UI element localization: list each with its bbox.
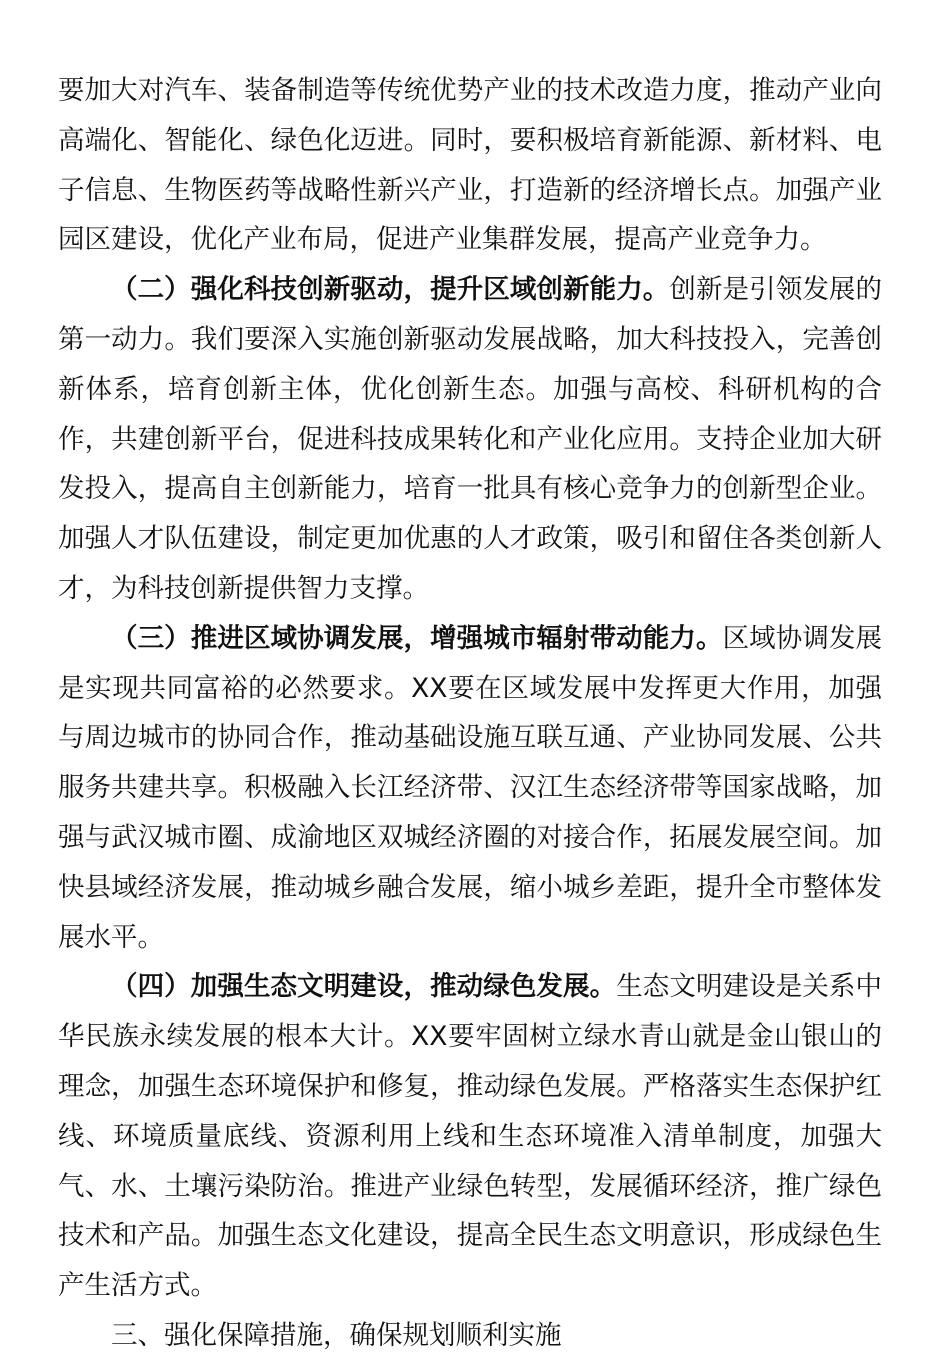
paragraph-continuation: [58, 66, 882, 265]
paragraph-innovation: [58, 265, 882, 614]
paragraph-body: 生态文明建设是关系中华民族永续发展的根本大计。XX要牢固树立绿水青山就是金山银山的理念，加强生态环境保护和修复，推动绿色发展。严格落实生态保护红线、环境质量底线、资源利用上线和生态环境准入清单制度，加强大气、水、土壤污染防治。推进产业绿色转型，发展循环经济，推广绿色技术和产品。加强生态文化建设，提高全民生态文明意识，形成绿色生产生活方式。: [58, 971, 883, 1302]
paragraph-ecology: [58, 962, 882, 1311]
paragraph-body: 要加大对汽车、装备制造等传统优势产业的技术改造力度，推动产业向高端化、智能化、绿色化迈进。同时，要积极培育新能源、新材料、电子信息、生物医药等战略性新兴产业，打造新的经济增长点。加强产业园区建设，优化产业布局，促进产业集群发展，提高产业竞争力。: [58, 75, 882, 256]
paragraph-lead-heading: （二）强化科技创新驱动，提升区域创新能力。: [111, 274, 670, 306]
paragraph-body: 创新是引领发展的第一动力。我们要深入实施创新驱动发展战略，加大科技投入，完善创新体系，培育创新主体，优化创新生态。加强与高校、科研机构的合作，共建创新平台，促进科技成果转化和产业化应用。支持企业加大研发投入，提高自主创新能力，培育一批具有核心竞争力的创新型企业。加强人才队伍建设，制定更加优惠的人才政策，吸引和留住各类创新人才，为科技创新提供智力支撑。: [58, 274, 883, 604]
paragraph-body: 区域协调发展是实现共同富裕的必然要求。XX要在区域发展中发挥更大作用，加强与周边城市的协同合作，推动基础设施互联互通、产业协同发展、公共服务共建共享。积极融入长江经济带、汉江生态经济带等国家战略，加强与武汉城市圈、成渝地区双城经济圈的对接合作，拓展发展空间。加快县域经济发展，推动城乡融合发展，缩小城乡差距，提升全市整体发展水平。: [58, 622, 883, 953]
paragraph-lead-heading: （四）加强生态文明建设，推动绿色发展。: [111, 971, 617, 1003]
document-page: [58, 66, 882, 1361]
paragraph-lead-heading: （三）推进区域协调发展，增强城市辐射带动能力。: [111, 622, 723, 654]
paragraph-regional: [58, 614, 882, 963]
section-heading: 三、强化保障措施，确保规划顺利实施: [111, 1319, 562, 1351]
